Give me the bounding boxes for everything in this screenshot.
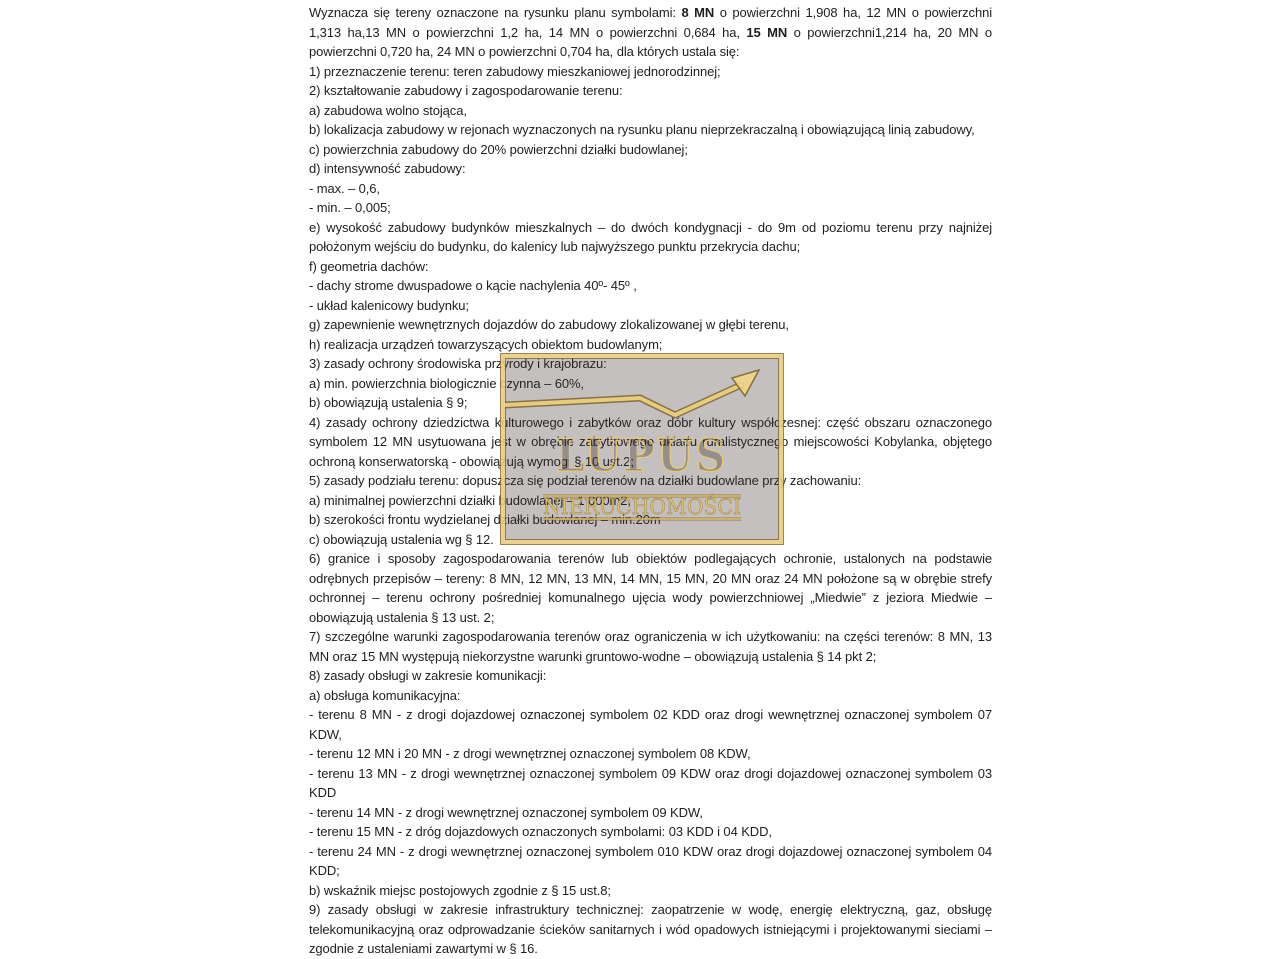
paragraph: b) obowiązują ustalenia § 9;	[309, 395, 468, 410]
paragraph: 2) kształtowanie zabudowy i zagospodarowanie terenu:	[309, 83, 623, 98]
paragraph: 6) granice i sposoby zagospodarowania terenów lub obiektów podlegających ochronie, ustalonych na podstawie odrębnych przepisów – tereny: 8 MN, 12 MN, 13 MN, 14 MN, 15 MN, 20 MN oraz 24 MN położone są w obrębie strefy ochronnej – terenu ochrony pośredniej komunalnego ujęcia wody powierzchniowej „Miedwie” z jeziora Miedwie – obowiązują ustalenia § 13 ust. 2;	[309, 551, 992, 625]
paragraph: g) zapewnienie wewnętrznych dojazdów do zabudowy zlokalizowanej w głębi terenu,	[309, 317, 789, 332]
paragraph: h) realizacja urządzeń towarzyszących obiektom budowlanym;	[309, 336, 663, 352]
paragraph: b) szerokości frontu wydzielanej działki budowlanej – min.20m	[309, 512, 661, 527]
paragraph: - terenu 13 MN - z drogi wewnętrznej oznaczonej symbolem 09 KDW oraz drogi dojazdowej oznaczonej symbolem 03 KDD	[309, 765, 992, 800]
paragraph: 4) zasady ochrony dziedzictwa kulturowego i zabytków oraz dóbr kultury współczesnej: część obszaru oznaczonego symbolem 12 MN usytuowana jest w obrębie zabytkowego układu ruralistycznego miejscowości Kobylanka, objętego ochroną konserwatorską - obowiązują wymogi § 10 ust.2;	[309, 414, 992, 469]
paragraph: b) lokalizacja zabudowy w rejonach wyznaczonych na rysunku planu nieprzekraczalną i obowiązującą linią zabudowy,	[309, 122, 975, 137]
paragraph: - max. – 0,6,	[309, 180, 380, 196]
paragraph: - terenu 14 MN - z drogi wewnętrznej oznaczonej symbolem 09 KDW,	[309, 804, 703, 820]
paragraph: 5) zasady podziału terenu: dopuszcza się podział terenów na działki budowlane przy zachowaniu:	[309, 473, 862, 488]
paragraph: a) zabudowa wolno stojąca,	[309, 102, 467, 118]
paragraph: d) intensywność zabudowy:	[309, 161, 466, 176]
paragraph: c) obowiązują ustalenia wg § 12.	[309, 531, 494, 547]
paragraph-intro	[309, 3, 992, 62]
paragraph: - dachy strome dwuspadowe o kącie nachylenia 40º- 45º ,	[309, 278, 637, 293]
paragraph: - układ kalenicowy budynku;	[309, 297, 469, 313]
paragraph: - terenu 24 MN - z drogi wewnętrznej oznaczonej symbolem 010 KDW oraz drogi dojazdowej oznaczonej symbolem 04 KDD;	[309, 843, 992, 878]
paragraph: a) min. powierzchnia biologicznie czynna – 60%,	[309, 375, 584, 391]
paragraph: 7) szczególne warunki zagospodarowania terenów oraz ograniczenia w ich użytkowaniu: na części terenów: 8 MN, 13 MN oraz 15 MN występują niekorzystne warunki gruntowo-wodne – obowiązują ustalenia § 14 pkt 2;	[309, 629, 992, 664]
paragraph: 3) zasady ochrony środowiska przyrody i krajobrazu:	[309, 356, 607, 371]
intro-segment: Wyznacza się tereny oznaczone na rysunku planu symbolami:	[309, 5, 682, 20]
paragraph: 8) zasady obsługi w zakresie komunikacji:	[309, 668, 547, 683]
paragraph: f) geometria dachów:	[309, 258, 429, 274]
paragraph: e) wysokość zabudowy budynków mieszkalnych – do dwóch kondygnacji - do 9m od poziomu terenu przy najniżej położonym wejściu do budynku, do kalenicy lub najwyższego punktu przekrycia dachu;	[309, 219, 992, 254]
paragraph: - terenu 8 MN - z drogi dojazdowej oznaczonej symbolem 02 KDD oraz drogi wewnętrznej oznaczonej symbolem 07 KDW,	[309, 707, 992, 742]
paragraph: b) wskaźnik miejsc postojowych zgodnie z § 15 ust.8;	[309, 882, 611, 898]
document-text	[309, 3, 992, 959]
paragraph: a) obsługa komunikacyjna:	[309, 687, 461, 703]
watermark-subtitle-text: NIERUCHOMOŚCI	[543, 495, 748, 519]
paragraph: - terenu 12 MN i 20 MN - z drogi wewnętrznej oznaczonej symbolem 08 KDW,	[309, 746, 751, 761]
intro-segment-bold: 8 MN	[681, 5, 715, 20]
paragraph: a) minimalnej powierzchni działki budowlanej – 1 000m2,	[309, 492, 631, 508]
paragraph: 1) przeznaczenie terenu: teren zabudowy mieszkaniowej jednorodzinnej;	[309, 63, 721, 79]
watermark-brand-text: LUPUS	[556, 429, 728, 482]
paragraph: 9) zasady obsługi w zakresie infrastruktury technicznej: zaopatrzenie w wodę, energię elektryczną, gaz, obsługę telekomunikacyjną oraz odprowadzanie ścieków sanitarnych i wód opadowych istniejącymi i projektowanymi sieciami – zgodnie z ustaleniami zawartymi w § 16.	[309, 902, 992, 956]
paragraph: c) powierzchnia zabudowy do 20% powierzchni działki budowlanej;	[309, 141, 688, 157]
paragraph: - min. – 0,005;	[309, 200, 391, 215]
paragraph: - terenu 15 MN - z dróg dojazdowych oznaczonych symbolami: 03 KDD i 04 KDD,	[309, 824, 772, 839]
intro-segment-bold: 15 MN	[746, 24, 788, 40]
intro-segment: o powierzchni 1,908 ha, 12 MN o powierzchni 1,313 ha,13 MN o powierzchni 1,2 ha, 14 MN o powierzchni 0,684 ha,	[309, 5, 992, 40]
intro-segment: o powierzchni1,214 ha, 20 MN o powierzchni 0,720 ha, 24 MN o powierzchni 0,704 ha, dla których ustala się:	[309, 24, 992, 59]
